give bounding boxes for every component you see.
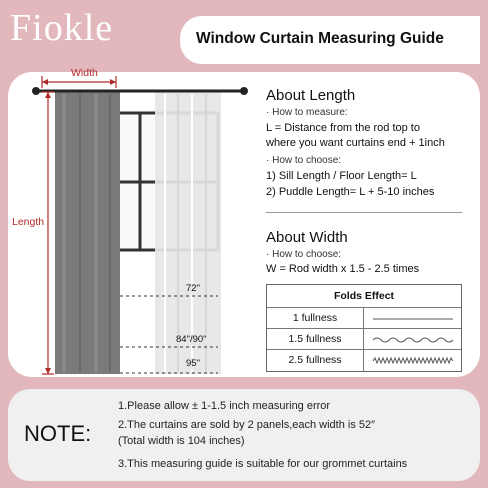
length-how-measure: · How to measure: [266,107,348,118]
folds-table-header: Folds Effect [333,290,395,302]
table-row [267,328,461,350]
fullness-label: 1.5 fullness [267,329,364,350]
length-measure-line1: L = Distance from the rod top to [266,122,420,134]
note-line2a: 2.The curtains are sold by 2 panels,each width is 52″ [118,419,376,431]
gray-curtain [55,92,120,374]
folds-table [266,284,462,372]
divider [266,212,462,213]
fold-wave-icon [371,334,455,346]
page-title: Window Curtain Measuring Guide [196,30,444,47]
length-choice2: 2) Puddle Length= L + 5-10 inches [266,186,435,198]
brand-logo: Fiokle [10,7,114,49]
note-line1: 1.Please allow ± 1-1.5 inch measuring error [118,400,331,412]
mark-72: 72" [186,283,200,294]
fullness-label: 1 fullness [267,308,364,329]
mark-95: 95" [186,358,200,369]
fullness-label: 2.5 fullness [267,350,364,371]
length-arrow [42,92,54,374]
about-width-heading: About Width [266,229,348,246]
length-how-choose: · How to choose: [266,155,342,166]
sheer-curtain [155,92,221,374]
mark-84-90: 84"/90" [176,334,207,345]
length-label: Length [12,216,45,228]
note-label: NOTE: [24,421,92,446]
note-line3: 3.This measuring guide is suitable for our grommet curtains [118,458,408,470]
table-row [267,307,461,329]
width-label: Width [71,67,98,79]
fold-wave-icon [371,314,455,324]
width-how-choose: · How to choose: [266,249,342,260]
note-line2b: (Total width is 104 inches) [118,435,245,447]
table-row [267,349,461,371]
about-length-heading: About Length [266,87,356,104]
length-choice1: 1) Sill Length / Floor Length= L [266,170,417,182]
length-measure-line2: where you want curtains end + 1inch [266,137,445,149]
fold-wave-icon [371,355,455,367]
width-formula: W = Rod width x 1.5 - 2.5 times [266,263,420,275]
